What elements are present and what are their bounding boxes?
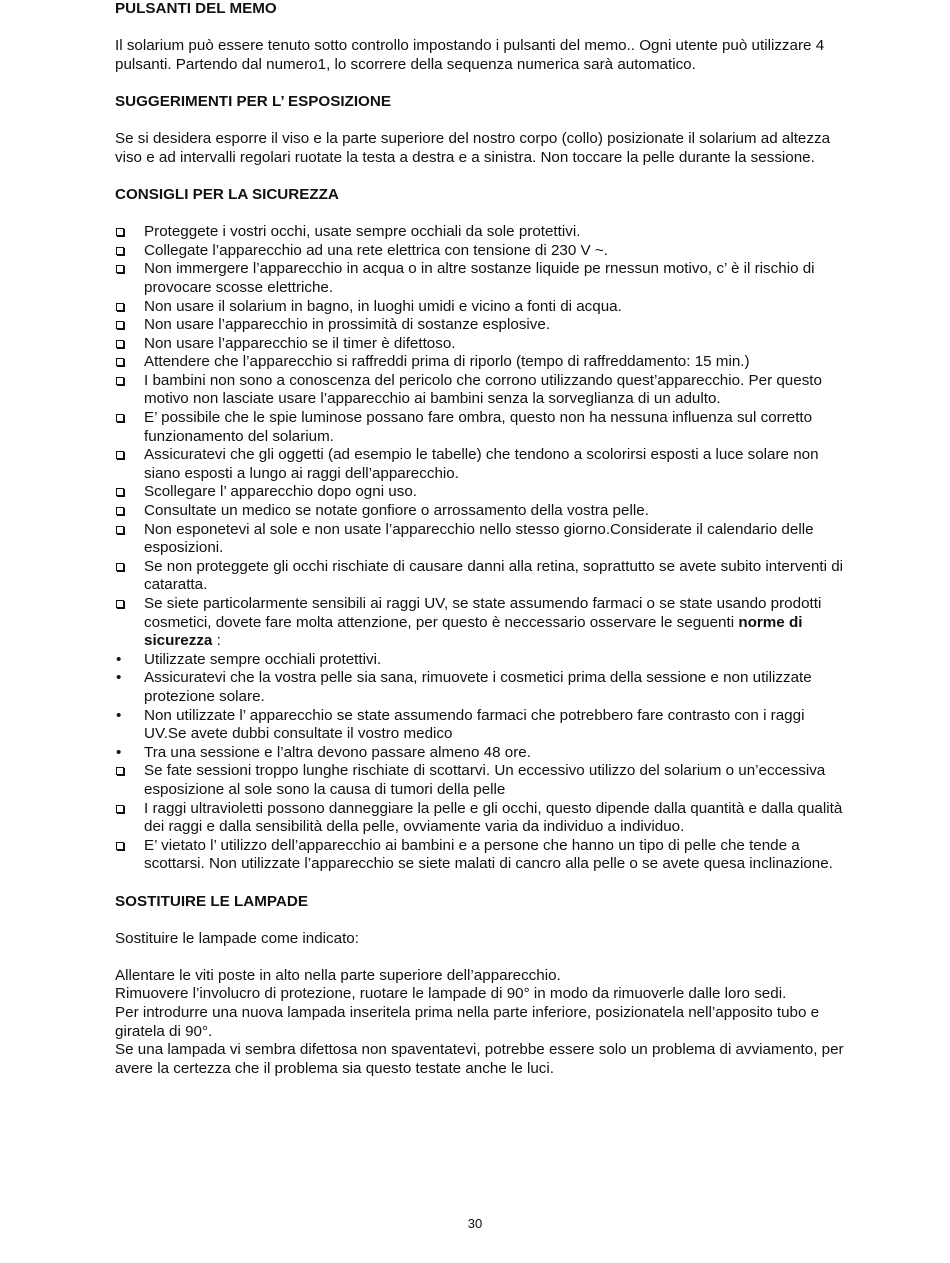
safety-list [115, 223, 850, 874]
list-item: Se siete particolarmente sensibili ai raggi UV, se state assumendo farmaci o se state usando prodotti cosmetici, dovete fare molta attenzione, per questo è neccessario osservare le seguenti norme di sicurezza : • Utilizzate sempre occhiali protettivi. • Assicuratevi che la vostra pelle sia sana, rimuovete i cosmetici prima della sessione e non utilizzate protezione solare. • Non utilizzate l’ apparecchio se state assumendo farmaci che potrebbero fare contrasto con i raggi UV.Se avete dubbi consultate il vostro medico • Tra una sessione e l’altra devono passare almeno 48 ore. [115, 595, 850, 762]
list-item: Non usare il solarium in bagno, in luoghi umidi e vicino a fonti di acqua. [115, 298, 850, 317]
checkbox-bullet-icon [116, 488, 124, 496]
section-heading-memo: PULSANTI DEL MEMO [115, 0, 277, 17]
checkbox-bullet-icon [116, 451, 124, 459]
list-item: Se fate sessioni troppo lunghe rischiate di scottarvi. Un eccessivo utilizzo del solarium o un’eccessiva esposizione al sole sono la causa di tumori della pelle [115, 762, 850, 799]
memo-paragraph: Il solarium può essere tenuto sotto controllo impostando i pulsanti del memo.. Ogni utente può utilizzare 4 pulsanti. Partendo dal numero1, lo scorrere della sequenza numerica sarà automatico. [115, 37, 825, 73]
list-item: • Non utilizzate l’ apparecchio se state assumendo farmaci che potrebbero fare contrasto con i raggi UV.Se avete dubbi consultate il vostro medico [116, 706, 805, 743]
lamps-intro: Sostituire le lampade come indicato: [115, 929, 359, 947]
list-item: I raggi ultravioletti possono danneggiare la pelle e gli occhi, questo dipende dalla quantità e dalla qualità dei raggi e dalla sensibilità della pelle, ovviamente varia da individuo a individuo. [115, 800, 850, 837]
bullet-dot-icon: • [116, 669, 122, 687]
checkbox-bullet-icon [116, 805, 124, 813]
list-item: Proteggete i vostri occhi, usate sempre occhiali da sole protettivi. [115, 223, 850, 242]
list-item: Non usare l’apparecchio se il timer è difettoso. [115, 335, 850, 354]
list-item: Scollegare l’ apparecchio dopo ogni uso. [115, 483, 850, 502]
exposure-paragraph: Se si desidera esporre il viso e la parte superiore del nostro corpo (collo) posizionate il solarium ad altezza viso e ad intervalli regolari ruotate la testa a destra e a sinistra. Non toccare la pelle durante la sessione. [115, 130, 831, 166]
checkbox-bullet-icon [116, 358, 124, 366]
lamps-step: Allentare le viti poste in alto nella parte superiore dell’apparecchio. [115, 966, 561, 984]
list-item: Se non proteggete gli occhi rischiate di causare danni alla retina, soprattutto se avete subito interventi di cataratta. [115, 558, 850, 595]
safety-norms-list [115, 651, 850, 763]
checkbox-bullet-icon [116, 303, 124, 311]
checkbox-bullet-icon [116, 526, 124, 534]
safety-norms-emphasis: norme di sicurezza [144, 613, 803, 650]
checkbox-bullet-icon [116, 414, 124, 422]
lamps-step: Se una lampada vi sembra difettosa non spaventatevi, potrebbe essere solo un problema di avviamento, per avere la certezza che il problema sia questo testate anche le luci. [115, 1041, 844, 1077]
list-item: • Utilizzate sempre occhiali protettivi. [116, 650, 382, 668]
checkbox-bullet-icon [116, 321, 124, 329]
list-item: Assicuratevi che gli oggetti (ad esempio le tabelle) che tendono a scolorirsi esposti a luce solare non siano esposti a lungo ai raggi dell’apparecchio. [115, 446, 850, 483]
section-heading-safety: CONSIGLI PER LA SICUREZZA [115, 185, 339, 203]
list-item: E’ vietato l’ utilizzo dell’apparecchio ai bambini e a persone che hanno un tipo di pelle che tende a scottarsi. Non utilizzate l’apparecchio se siete malati di cancro alla pelle o se avete quesa inclinazione. [115, 837, 850, 874]
bullet-dot-icon: • [116, 743, 122, 761]
list-item: Collegate l’apparecchio ad una rete elettrica con tensione di 230 V ~. [115, 242, 850, 261]
checkbox-bullet-icon [116, 247, 124, 255]
list-item: Non immergere l’apparecchio in acqua o in altre sostanze liquide pe rnessun motivo, c’ è il rischio di provocare scosse elettriche. [115, 260, 850, 297]
checkbox-bullet-icon [116, 377, 124, 385]
checkbox-bullet-icon [116, 563, 124, 571]
list-item: Attendere che l’apparecchio si raffreddi prima di riporlo (tempo di raffreddamento: 15 min.) [115, 353, 850, 372]
document-page [115, 0, 850, 1078]
list-item: Non usare l’apparecchio in prossimità di sostanze esplosive. [115, 316, 850, 335]
list-item: E’ possibile che le spie luminose possano fare ombra, questo non ha nessuna influenza sul corretto funzionamento del solarium. [115, 409, 850, 446]
checkbox-bullet-icon [116, 265, 124, 273]
lamps-step: Rimuovere l’involucro di protezione, ruotare le lampade di 90° in modo da rimuoverle dalle loro sedi. [115, 985, 787, 1003]
bullet-dot-icon: • [116, 650, 122, 668]
list-item: Consultate un medico se notate gonfiore o arrossamento della vostra pelle. [115, 502, 850, 521]
checkbox-bullet-icon [116, 767, 124, 775]
list-item: • Tra una sessione e l’altra devono passare almeno 48 ore. [116, 743, 531, 761]
checkbox-bullet-icon [116, 340, 124, 348]
checkbox-bullet-icon [116, 507, 124, 515]
checkbox-bullet-icon [116, 600, 124, 608]
page-number: 30 [467, 1216, 483, 1231]
section-heading-lamps: SOSTITUIRE LE LAMPADE [115, 892, 308, 910]
lamps-step: Per introdurre una nuova lampada inseritela prima nella parte inferiore, posizionatela nell’apposito tubo e giratela di 90°. [115, 1004, 820, 1040]
checkbox-bullet-icon [116, 842, 124, 850]
checkbox-bullet-icon [116, 228, 124, 236]
list-item: I bambini non sono a conoscenza del pericolo che corrono utilizzando quest’apparecchio. Per questo motivo non lasciate usare l’apparecchio ai bambini senza la sorveglianza di un adulto. [115, 372, 850, 409]
section-heading-exposure: SUGGERIMENTI PER L’ ESPOSIZIONE [115, 92, 391, 110]
list-item: Non esponetevi al sole e non usate l’apparecchio nello stesso giorno.Considerate il calendario delle esposizioni. [115, 521, 850, 558]
list-item: • Assicuratevi che la vostra pelle sia sana, rimuovete i cosmetici prima della sessione e non utilizzate protezione solare. [116, 669, 812, 705]
bullet-dot-icon: • [116, 706, 122, 724]
